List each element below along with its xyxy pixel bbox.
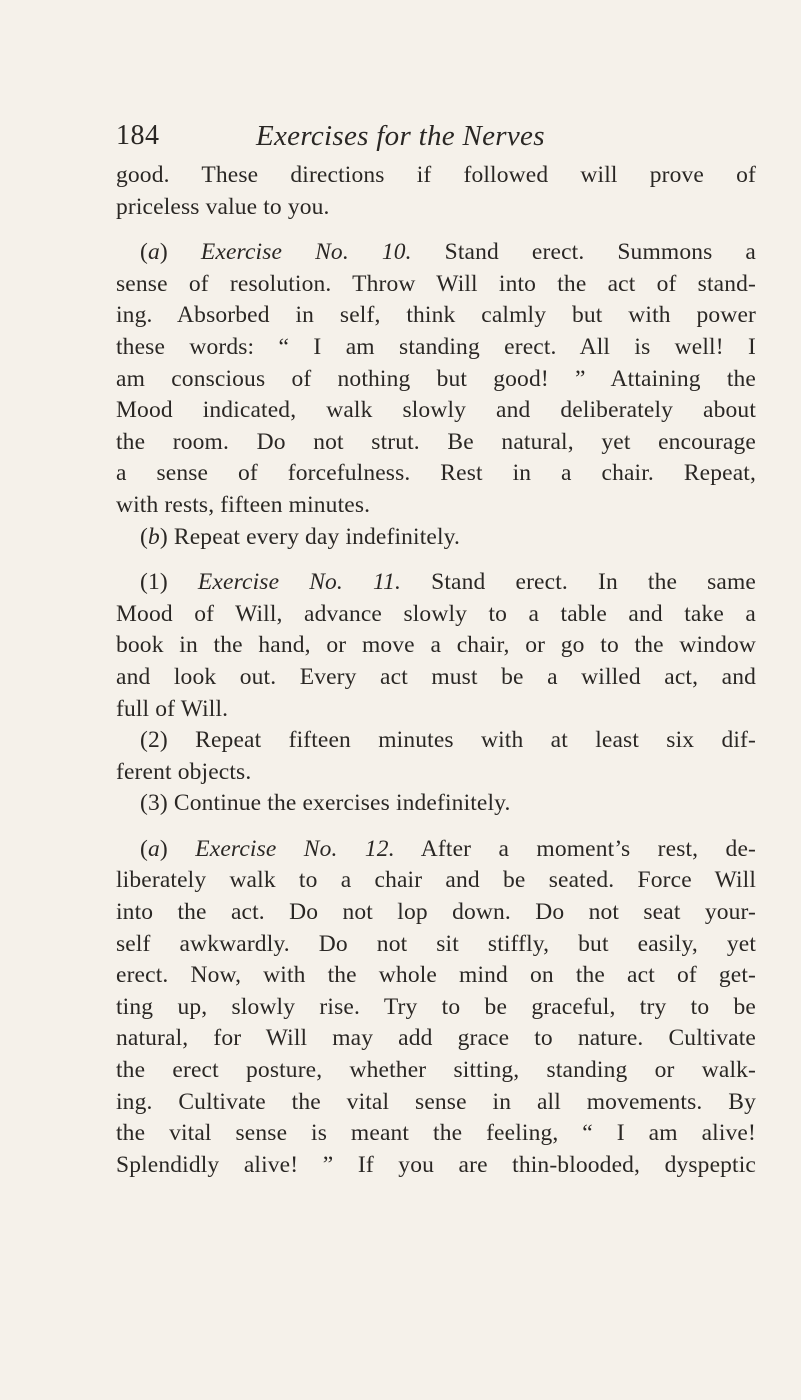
- text-line: the room. Do not strut. Be natural, yet encourage: [116, 428, 756, 455]
- exercise-11-heading-line: [116, 567, 756, 599]
- exercise-10-b-line: [116, 522, 756, 554]
- text-line: Repeat every day indefinitely.: [173, 523, 461, 550]
- text-line: erect. Now, with the whole mind on the act of get-: [116, 962, 756, 989]
- text-line: Continue the exercises indefinitely.: [173, 790, 511, 817]
- text-line: ing. Absorbed in self, think calmly but with power: [116, 302, 756, 329]
- text-line: natural, for Will may add grace to nature. Cultivate: [116, 1025, 756, 1052]
- page-number: 184: [116, 120, 160, 151]
- body-text: [116, 160, 756, 1181]
- exercise-label: (a): [140, 239, 168, 266]
- text-line: good. These directions if followed will prove of: [116, 162, 756, 188]
- exercise-label: (b): [140, 523, 168, 550]
- exercise-title: Exercise No. 11.: [197, 569, 402, 596]
- text-line: After a moment’s rest, de-: [420, 835, 757, 862]
- exercise-label: (1): [140, 569, 168, 596]
- text-line: full of Will.: [116, 695, 229, 722]
- page-header: [116, 118, 756, 158]
- text-line: Mood indicated, walk slowly and deliberately about: [116, 397, 756, 424]
- text-line: Splendidly alive! ” If you are thin-blooded, dyspeptic: [116, 1151, 756, 1178]
- text-line: self awkwardly. Do not sit stiffly, but easily, yet: [116, 930, 756, 957]
- text-line: Stand erect. In the same: [431, 569, 756, 596]
- exercise-title: Exercise No. 12.: [195, 835, 395, 862]
- exercise-12-heading-line: [116, 834, 756, 866]
- text-line: the erect posture, whether sitting, standing or walk-: [116, 1057, 756, 1084]
- exercise-10-heading-line: [116, 237, 756, 269]
- text-line: book in the hand, or move a chair, or go to the window: [116, 632, 756, 659]
- text-line: ting up, slowly rise. Try to be graceful, try to be: [116, 993, 756, 1020]
- text-line: ing. Cultivate the vital sense in all movements. By: [116, 1088, 756, 1115]
- text-line: a sense of forcefulness. Rest in a chair. Repeat,: [116, 460, 756, 487]
- text-line: and look out. Every act must be a willed act, and: [116, 663, 756, 690]
- exercise-label: (3): [140, 790, 168, 817]
- exercise-label: (2): [140, 727, 168, 754]
- text-line: the vital sense is meant the feeling, “ I am alive!: [116, 1120, 756, 1147]
- exercise-11-3-line: [116, 788, 756, 820]
- text-line: Repeat fifteen minutes with at least six dif-: [195, 727, 756, 754]
- text-line: Stand erect. Summons a: [444, 239, 756, 266]
- text-line: priceless value to you.: [116, 193, 330, 220]
- text-line: Mood of Will, advance slowly to a table and take a: [116, 600, 756, 627]
- running-head: Exercises for the Nerves: [256, 120, 545, 152]
- text-line: am conscious of nothing but good! ” Attaining the: [116, 365, 756, 392]
- exercise-label: (a): [140, 835, 168, 862]
- text-line: ferent objects.: [116, 758, 252, 785]
- text-line: into the act. Do not lop down. Do not seat your-: [116, 899, 756, 926]
- text-line: with rests, fifteen minutes.: [116, 491, 371, 518]
- text-line: these words: “ I am standing erect. All is well! I: [116, 333, 756, 360]
- text-line: sense of resolution. Throw Will into the act of stand-: [116, 270, 756, 297]
- exercise-title: Exercise No. 10.: [200, 239, 412, 266]
- text-line: liberately walk to a chair and be seated. Force Will: [116, 867, 756, 894]
- exercise-11-2-line: [116, 725, 756, 757]
